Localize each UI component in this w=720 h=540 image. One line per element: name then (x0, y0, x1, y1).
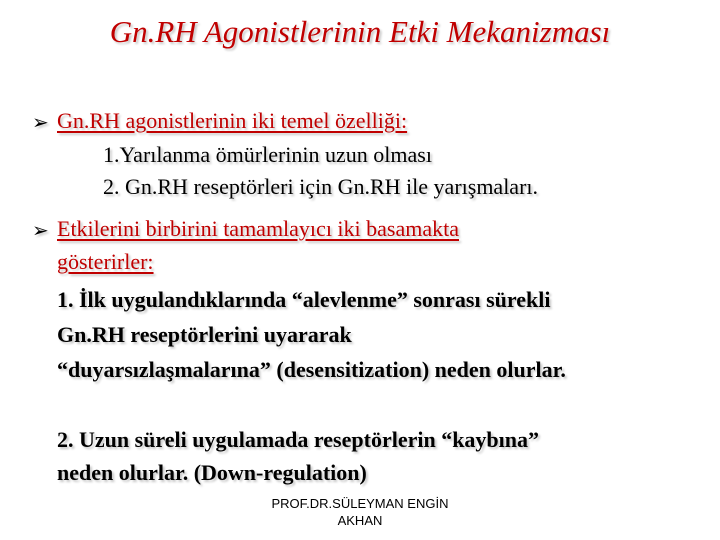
bullet2-heading-text-2: gösterirler: (57, 249, 154, 274)
bullet2-item1-line3: “duyarsızlaşmalarına” (desensitization) neden olurlar. (57, 357, 566, 382)
bullet2-item2-line2: neden olurlar. (Down-regulation) (57, 460, 367, 485)
footer-author (250, 495, 470, 529)
bullet2-heading-line1 (57, 216, 459, 242)
bullet2-item1-line2: Gn.RH reseptörlerini uyararak (57, 322, 352, 347)
footer-line-2: AKHAN (337, 513, 383, 528)
bullet1-heading-text: Gn.RH agonistlerinin iki temel özelliği: (57, 108, 408, 133)
arrow-bullet-icon: ➢ (32, 110, 49, 134)
arrow-bullet-icon: ➢ (32, 218, 49, 242)
footer-line-1: PROF.DR.SÜLEYMAN ENGİN (271, 496, 449, 511)
bullet2-item2-line1: 2. Uzun süreli uygulamada reseptörlerin “kaybına” (57, 427, 540, 452)
bullet2-heading-text-1: Etkilerini birbirini tamamlayıcı iki basamakta (57, 216, 459, 241)
bullet2-item1-line1: 1. İlk uygulandıklarında “alevlenme” sonrası sürekli (57, 287, 551, 312)
bullet1-item-2: 2. Gn.RH reseptörleri için Gn.RH ile yarışmaları. (103, 174, 539, 199)
bullet1-item-1: 1.Yarılanma ömürlerinin uzun olması (103, 142, 432, 167)
bullet1-heading (57, 108, 407, 134)
bullet2-heading-line2 (57, 249, 154, 275)
slide-title: Gn.RH Agonistlerinin Etki Mekanizması (109, 14, 611, 49)
